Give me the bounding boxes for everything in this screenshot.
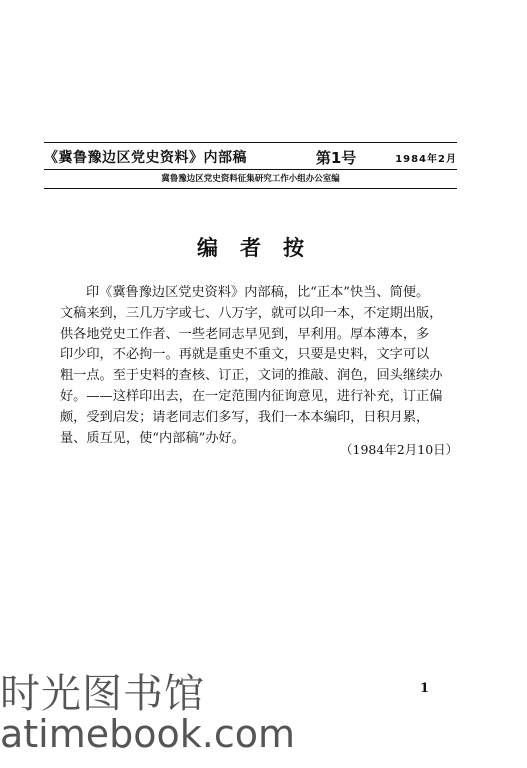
- page-number: 1: [420, 681, 430, 696]
- body-line: 粗一点。至于史料的查核、订正，文词的推敲、润色，回头继续办: [60, 368, 443, 384]
- body-line: 印《冀鲁豫边区党史资料》内部稿，比“正本”快当、简便。: [86, 285, 430, 300]
- editor-note-body: [60, 283, 464, 449]
- header-top-rule: [44, 142, 457, 143]
- watermark-url: atimebook.com: [0, 712, 296, 756]
- publisher-line: 冀鲁豫边区党史资料征集研究工作小组办公室编: [161, 174, 340, 184]
- body-line: 颇，受到启发；请老同志们多写，我们一本本编印，日积月累，: [60, 409, 430, 425]
- journal-title: 《冀鲁豫边区党史资料》内部稿: [44, 150, 247, 166]
- body-line: 供各地党史工作者、一些老同志早见到，早利用。厚本薄本，多: [60, 326, 430, 342]
- issue-date: 1984年2月: [395, 153, 457, 165]
- header-bottom-rule: [44, 188, 457, 189]
- signoff-date: （1984年2月10日）: [340, 442, 459, 457]
- body-line: 印少印，不必拘一。再就是重史不重文，只要是史料，文字可以: [60, 347, 430, 363]
- journal-header: [44, 146, 457, 168]
- body-line: 量、质互见，使“内部稿”办好。: [60, 430, 245, 446]
- body-line: 好。——这样印出去，在一定范围内征询意见，进行补充，订正偏: [60, 388, 443, 404]
- header-middle-rule: [44, 169, 457, 170]
- editor-note-title: 编者按: [197, 236, 326, 260]
- watermark-chinese: 时光图书馆: [0, 671, 205, 717]
- body-line: 文稿来到，三几万字或七、八万字，就可以印一本，不定期出版，: [60, 305, 443, 321]
- issue-number: 第1号: [315, 148, 357, 167]
